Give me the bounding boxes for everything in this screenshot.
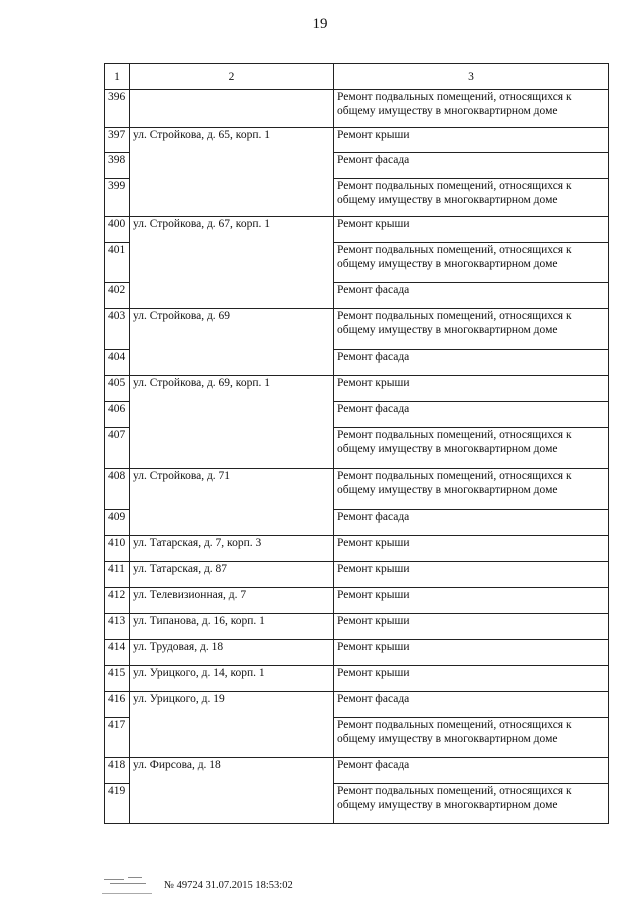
row-work: Ремонт подвальных помещений, относящихся к общему имуществу в многоквартирном доме (334, 428, 609, 469)
header-col-1: 1 (105, 64, 130, 90)
row-number: 398 (105, 153, 130, 179)
row-work: Ремонт крыши (334, 376, 609, 402)
row-address: ул. Стройкова, д. 69 (130, 309, 334, 376)
row-work: Ремонт крыши (334, 588, 609, 614)
row-work: Ремонт подвальных помещений, относящихся к общему имуществу в многоквартирном доме (334, 243, 609, 283)
row-number: 402 (105, 283, 130, 309)
row-number: 419 (105, 784, 130, 824)
row-number: 404 (105, 350, 130, 376)
row-number: 418 (105, 758, 130, 784)
row-work: Ремонт крыши (334, 562, 609, 588)
row-address: ул. Стройкова, д. 69, корп. 1 (130, 376, 334, 469)
row-number: 401 (105, 243, 130, 283)
row-work: Ремонт крыши (334, 128, 609, 153)
row-number: 409 (105, 510, 130, 536)
row-work: Ремонт подвальных помещений, относящихся к общему имуществу в многоквартирном доме (334, 718, 609, 758)
row-work: Ремонт фасада (334, 758, 609, 784)
doc-registration-number: № 49724 31.07.2015 18:53:02 (164, 879, 293, 891)
table-row (105, 536, 609, 562)
header-col-2: 2 (130, 64, 334, 90)
row-number: 414 (105, 640, 130, 666)
row-number: 408 (105, 469, 130, 510)
table-row (105, 128, 609, 153)
table-row (105, 376, 609, 402)
row-address: ул. Стройкова, д. 65, корп. 1 (130, 128, 334, 217)
table-row (105, 588, 609, 614)
row-work: Ремонт крыши (334, 536, 609, 562)
row-address: ул. Телевизионная, д. 7 (130, 588, 334, 614)
row-address: ул. Типанова, д. 16, корп. 1 (130, 614, 334, 640)
row-number: 411 (105, 562, 130, 588)
table-row (105, 614, 609, 640)
row-work: Ремонт подвальных помещений, относящихся к общему имуществу в многоквартирном доме (334, 179, 609, 217)
row-address: ул. Стройкова, д. 71 (130, 469, 334, 536)
page-number: 19 (312, 16, 328, 32)
footer (100, 874, 293, 896)
row-address: ул. Трудовая, д. 18 (130, 640, 334, 666)
header-col-3: 3 (334, 64, 609, 90)
table-row (105, 309, 609, 350)
row-number: 400 (105, 217, 130, 243)
row-number: 406 (105, 402, 130, 428)
row-work: Ремонт фасада (334, 510, 609, 536)
row-number: 413 (105, 614, 130, 640)
row-work: Ремонт крыши (334, 640, 609, 666)
table-row (105, 758, 609, 784)
table-row (105, 692, 609, 718)
row-number: 416 (105, 692, 130, 718)
row-work: Ремонт фасада (334, 402, 609, 428)
row-number: 397 (105, 128, 130, 153)
row-number: 396 (105, 90, 130, 128)
row-address (130, 90, 334, 128)
row-address: ул. Фирсова, д. 18 (130, 758, 334, 824)
row-work: Ремонт крыши (334, 614, 609, 640)
table-row (105, 90, 609, 128)
table-row (105, 217, 609, 243)
row-address: ул. Стройкова, д. 67, корп. 1 (130, 217, 334, 309)
row-number: 410 (105, 536, 130, 562)
row-number: 405 (105, 376, 130, 402)
row-number: 403 (105, 309, 130, 350)
works-table (104, 63, 609, 824)
row-work: Ремонт фасада (334, 350, 609, 376)
row-work: Ремонт крыши (334, 217, 609, 243)
table-row (105, 640, 609, 666)
table-header-row (105, 64, 609, 90)
row-work: Ремонт фасада (334, 692, 609, 718)
row-work: Ремонт подвальных помещений, относящихся к общему имуществу в многоквартирном доме (334, 469, 609, 510)
row-work: Ремонт фасада (334, 153, 609, 179)
row-work: Ремонт подвальных помещений, относящихся к общему имуществу в многоквартирном доме (334, 784, 609, 824)
row-work: Ремонт фасада (334, 283, 609, 309)
row-address: ул. Татарская, д. 87 (130, 562, 334, 588)
row-number: 417 (105, 718, 130, 758)
row-address: ул. Урицкого, д. 19 (130, 692, 334, 758)
table-row (105, 562, 609, 588)
row-address: ул. Татарская, д. 7, корп. 3 (130, 536, 334, 562)
row-number: 412 (105, 588, 130, 614)
table-row (105, 666, 609, 692)
row-number: 399 (105, 179, 130, 217)
table-row (105, 469, 609, 510)
row-work: Ремонт подвальных помещений, относящихся к общему имуществу в многоквартирном доме (334, 309, 609, 350)
row-address: ул. Урицкого, д. 14, корп. 1 (130, 666, 334, 692)
stamp-mark-icon (100, 874, 158, 896)
row-work: Ремонт крыши (334, 666, 609, 692)
row-number: 407 (105, 428, 130, 469)
row-number: 415 (105, 666, 130, 692)
row-work: Ремонт подвальных помещений, относящихся к общему имуществу в многоквартирном доме (334, 90, 609, 128)
